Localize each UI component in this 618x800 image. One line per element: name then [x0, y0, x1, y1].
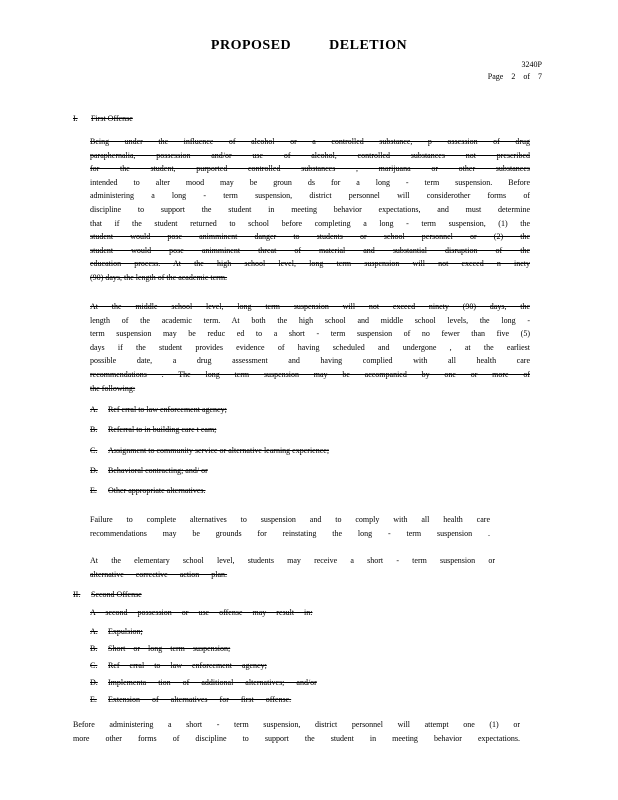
- list-item-number: E.: [90, 486, 97, 495]
- list-item-text: Referral to in building care t eam;: [108, 425, 217, 434]
- list-item-text: Ref erral to law enforcement agency;: [108, 661, 267, 670]
- list-item-text: A second possession or use offense may result in:: [90, 608, 313, 617]
- list-item: [90, 405, 227, 414]
- list-item-number: B.: [90, 644, 98, 653]
- policy-code: 3240P: [521, 60, 542, 69]
- list-item: [90, 486, 206, 495]
- list-item-number: A.: [90, 627, 98, 636]
- section-1-paragraph-1: [90, 135, 530, 285]
- closing-line: more other forms of discipline to support the student in meeting behavior expectations.: [73, 733, 520, 743]
- p4-line: At the elementary school level, students may receive a short - term suspension or: [90, 556, 495, 565]
- p2-line: days if the student provides evidence of having scheduled and undergone , at the earliest: [90, 342, 530, 352]
- list-item-text: Expulsion;: [108, 627, 143, 636]
- p3-line: Failure to complete alternatives to suspension and to comply with all health care: [90, 515, 490, 524]
- list-item-text: Behavioral contracting; and/ or: [108, 466, 208, 475]
- closing-paragraph: [73, 718, 520, 745]
- section-1-number: I.: [73, 114, 78, 123]
- list-item: [90, 695, 291, 704]
- list-item-text: Implementa tion of additional alternatives; and/or: [108, 678, 317, 687]
- list-item-text: Extension of alternatives for first offense.: [108, 695, 292, 704]
- page-number: Page 2 of 7: [487, 72, 542, 81]
- list-item-text: Short or long term suspension;: [108, 644, 231, 653]
- list-item-number: D.: [90, 678, 98, 687]
- list-item: [90, 644, 230, 653]
- p1-line: Being under the influence of alcohol or a controlled substance, p ossession of drug: [90, 137, 530, 146]
- list-item: [90, 425, 216, 434]
- list-item-number: C.: [90, 446, 98, 455]
- list-item-number: E.: [90, 695, 97, 704]
- p1-line: for the student, purported controlled substances , marijuana or other substances: [90, 164, 530, 174]
- p2-line: length of the academic term. At both the high school and middle school levels, the long -: [90, 315, 530, 325]
- p1-line: discipline to support the student in meeting behavior expectations, and must determine: [90, 204, 530, 214]
- list-item: [90, 466, 208, 475]
- list-item-number: B.: [90, 425, 98, 434]
- list-item-text: Other appropriate alternatives.: [108, 486, 206, 495]
- section-2-title: Second Offense: [91, 590, 142, 599]
- p1-line: that if the student returned to school before completing a long - term suspension, (1) the: [90, 218, 530, 228]
- list-item-text: Ref erral to law enforcement agency;: [108, 405, 227, 414]
- p1-line: administering a long - term suspension, district personnel will considerother forms of: [90, 191, 530, 201]
- p1-line: education process. At the high school level, long term suspension will not exceed n inety: [90, 259, 530, 269]
- list-item: [90, 446, 329, 455]
- p2-line: the following:: [90, 383, 136, 393]
- closing-line: Before administering a short - term suspension, district personnel will attempt one (1) or: [73, 720, 520, 729]
- p2-line: recommendations . The long term suspension may be accompanied by one or more of: [90, 369, 530, 379]
- p2-line: possible date, a drug assessment and having complied with all health care: [90, 356, 530, 366]
- section-2-heading: [73, 590, 142, 599]
- title-word-proposed: PROPOSED: [210, 38, 292, 53]
- p1-line: student would pose animminent danger to students or school personnel or (2) the: [90, 232, 530, 242]
- list-item: [90, 661, 267, 670]
- section-1-title: First Offense: [91, 114, 133, 123]
- p1-line: student would pose animminent threat of material and substantial disruption of the: [90, 245, 530, 255]
- p4-line: alternative corrective action plan.: [90, 569, 228, 579]
- list-item-number: A.: [90, 405, 98, 414]
- list-item-text: Assignment to community service or alternative learning experience;: [108, 446, 330, 455]
- section-2-number: II.: [73, 590, 81, 599]
- section-1-paragraph-3: [90, 513, 490, 540]
- section-1-heading: [73, 114, 133, 123]
- p2-line: term suspension may be reduc ed to a short - term suspension of no fewer than five (5): [90, 329, 530, 339]
- section-1-paragraph-2: [90, 300, 530, 395]
- document-title: [0, 38, 618, 54]
- p1-line: (90) days, the length of the academic term.: [90, 272, 228, 282]
- list-item-number: C.: [90, 661, 98, 670]
- p1-line: paraphernalia, possession and/or use of alcohol, controlled substances not prescribed: [90, 150, 530, 160]
- p2-line: At the middle school level, long term suspension will not exceed ninety (90) days, the: [90, 302, 530, 311]
- list-item: [90, 627, 143, 636]
- section-1-paragraph-4: [90, 554, 495, 581]
- list-item: [90, 608, 313, 617]
- p1-line: intended to alter mood may be groun ds for a long - term suspension. Before: [90, 177, 530, 187]
- list-item-number: D.: [90, 466, 98, 475]
- list-item: [90, 678, 317, 687]
- title-word-deletion: DELETION: [329, 38, 408, 53]
- p3-line: recommendations may be grounds for reinstating the long - term suspension .: [90, 528, 490, 538]
